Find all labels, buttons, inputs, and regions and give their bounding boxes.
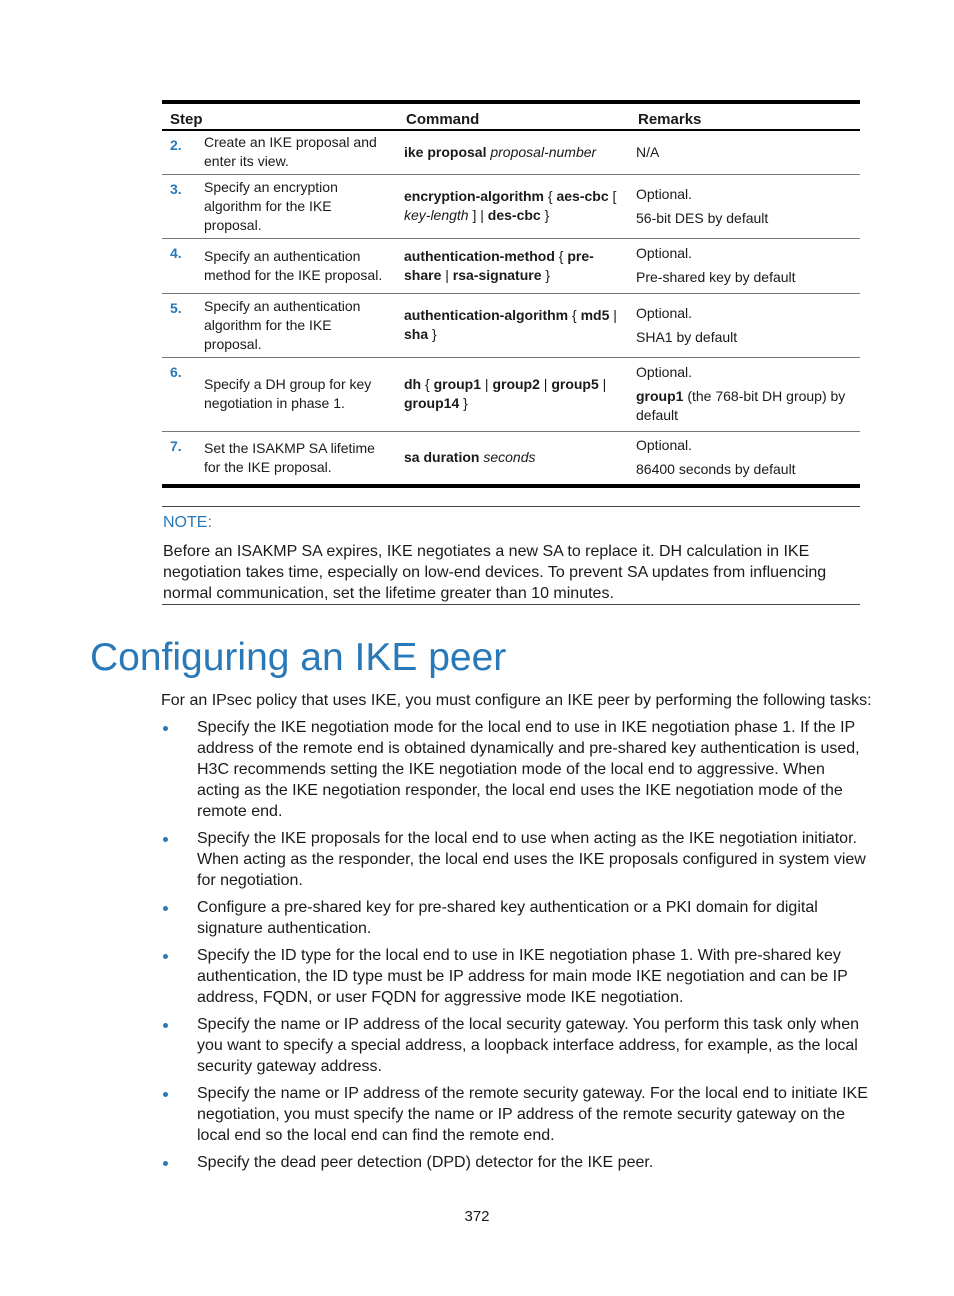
list-item	[161, 1083, 871, 1146]
command-keyword: dh	[404, 376, 422, 392]
section-intro: For an IPsec policy that uses IKE, you must configure an IKE peer by performing the following tasks:	[161, 692, 872, 709]
remark-keyword: group1	[636, 388, 684, 404]
bullet-icon	[163, 1161, 168, 1166]
table-row	[162, 293, 860, 357]
step-number: 4.	[162, 238, 198, 293]
step-number: 5.	[162, 293, 198, 357]
remark-line: Optional.	[636, 245, 693, 261]
command-keyword: group5	[551, 376, 599, 392]
command-syntax	[398, 130, 630, 174]
list-item-text: Specify the IKE negotiation mode for the local end to use in IKE negotiation phase 1. If the IP address of the remote end is obtained dynamically and pre-shared key authentication is used, H3C recommends setting the IKE negotiation mode of the local end to aggressive. When acting as the IKE negotiation responder, the local end uses the IKE negotiation mode of the remote end.	[197, 719, 860, 820]
remark-line: 56-bit DES by default	[636, 209, 769, 226]
step-number: 2.	[162, 130, 198, 174]
list-item	[161, 945, 871, 1008]
command-keyword: aes-cbc	[556, 188, 609, 204]
remarks	[630, 293, 860, 357]
step-number: 6.	[162, 357, 198, 431]
list-item-text: Specify the ID type for the local end to use in IKE negotiation phase 1. With pre-shared key authentication, the ID type must be IP address for main mode IKE negotiation and can be IP address, FQDN, or user FQDN for aggressive mode IKE negotiation.	[197, 947, 848, 1006]
command-syntax-symbol: {	[421, 376, 434, 392]
command-syntax	[398, 357, 630, 431]
command-syntax	[398, 174, 630, 238]
section-title: Configuring an IKE peer	[90, 636, 507, 679]
task-list	[161, 717, 871, 1179]
command-syntax-symbol: ] |	[468, 207, 488, 223]
step-description: Specify a DH group for key negotiation in phase 1.	[198, 357, 398, 431]
command-syntax	[398, 293, 630, 357]
command-syntax-symbol: |	[441, 266, 453, 283]
command-syntax-symbol: }	[541, 266, 551, 283]
remark-line: Optional.	[636, 185, 693, 202]
list-item-text: Specify the IKE proposals for the local end to use when acting as the IKE negotiation initiator. When acting as the responder, the local end uses the IKE proposals configured in system view for negotiation.	[197, 830, 866, 889]
command-keyword: rsa-signature	[452, 266, 542, 283]
step-description: Create an IKE proposal and enter its view.	[198, 130, 398, 174]
command-argument: proposal-number	[490, 143, 597, 160]
command-keyword: sha	[404, 326, 429, 342]
bullet-icon	[163, 1023, 168, 1028]
remark-line: Optional.	[636, 437, 693, 454]
remark-line: Pre-shared key by default	[636, 269, 796, 285]
command-keyword: des-cbc	[487, 207, 541, 223]
note-bottom-rule	[162, 604, 860, 605]
list-item	[161, 717, 871, 822]
list-item	[161, 1014, 871, 1077]
table-row	[162, 431, 860, 486]
step-description: Specify an authentication method for the IKE proposal.	[198, 238, 398, 293]
table-row	[162, 174, 860, 238]
table-row	[162, 357, 860, 431]
table-header-row	[162, 102, 860, 130]
bullet-icon	[163, 1092, 168, 1097]
table-row	[162, 130, 860, 174]
step-description: Specify an encryption algorithm for the IKE proposal.	[198, 174, 398, 238]
list-item	[161, 897, 871, 939]
command-argument: seconds	[483, 449, 536, 466]
remark-line: Optional.	[636, 304, 693, 321]
list-item-text: Specify the dead peer detection (DPD) detector for the IKE peer.	[197, 1154, 654, 1171]
remark-line: Optional.	[636, 364, 693, 380]
list-item-text: Specify the name or IP address of the local security gateway. You perform this task only when you want to specify a special address, a loopback interface address, for example, as the local security gateway address.	[197, 1016, 859, 1075]
command-syntax-symbol: {	[544, 188, 557, 204]
command-keyword: group1	[433, 376, 482, 392]
remarks	[630, 357, 860, 431]
list-item	[161, 1152, 871, 1173]
step-description: Set the ISAKMP SA lifetime for the IKE proposal.	[198, 431, 398, 486]
command-keyword: group14	[404, 395, 460, 411]
command-syntax-symbol: }	[459, 395, 468, 411]
command-syntax	[398, 431, 630, 486]
remark-line: N/A	[636, 143, 660, 160]
remark-line: SHA1 by default	[636, 328, 738, 345]
command-syntax-symbol: |	[598, 376, 607, 392]
step-number: 3.	[162, 174, 198, 238]
list-item-text: Configure a pre-shared key for pre-shared key authentication or a PKI domain for digital signature authentication.	[197, 899, 818, 937]
note-text: Before an ISAKMP SA expires, IKE negotiates a new SA to replace it. DH calculation in IKE negotiation takes time, especially on low-end devices. To prevent SA updates from influencing normal communication, set the lifetime greater than 10 minutes.	[163, 543, 827, 602]
command-keyword: authentication-method	[404, 247, 555, 264]
header-command: Command	[398, 102, 630, 130]
bullet-icon	[163, 954, 168, 959]
command-keyword: authentication-algorithm	[404, 307, 569, 323]
command-table	[162, 100, 860, 488]
command-syntax-symbol: [	[608, 188, 617, 204]
table-row	[162, 238, 860, 293]
command-keyword: encryption-algorithm	[404, 188, 545, 204]
command-keyword: md5	[580, 307, 610, 323]
command-syntax-symbol: }	[428, 326, 437, 342]
remarks	[630, 174, 860, 238]
command-syntax-symbol: }	[540, 207, 550, 223]
header-step: Step	[162, 102, 398, 130]
command-keyword: pre-share	[404, 247, 594, 283]
step-number: 7.	[162, 431, 198, 486]
note-top-rule	[162, 506, 860, 507]
command-syntax-symbol: |	[481, 376, 493, 392]
list-item-text: Specify the name or IP address of the remote security gateway. For the local end to initiate IKE negotiation, you must specify the name or IP address of the remote security gateway on the local end so the local end can find the remote end.	[197, 1085, 868, 1144]
command-keyword: sa duration	[404, 449, 480, 466]
page-number: 372	[464, 1208, 490, 1225]
command-keyword: group2	[492, 376, 540, 392]
command-syntax-symbol: |	[609, 307, 617, 323]
command-syntax-symbol: {	[568, 307, 581, 323]
command-syntax-symbol: {	[554, 247, 568, 264]
remark-line: 86400 seconds by default	[636, 461, 796, 478]
remarks	[630, 238, 860, 293]
command-syntax	[398, 238, 630, 293]
remark-line: group1 (the 768-bit DH group) by default	[636, 388, 846, 423]
command-argument: key-length	[404, 207, 469, 223]
list-item	[161, 828, 871, 891]
step-description: Specify an authentication algorithm for the IKE proposal.	[198, 293, 398, 357]
note-label: NOTE:	[163, 514, 212, 531]
header-remarks: Remarks	[630, 102, 860, 130]
command-syntax-symbol: |	[539, 376, 552, 392]
bullet-icon	[163, 906, 168, 911]
command-keyword: ike proposal	[404, 143, 487, 160]
remarks	[630, 130, 860, 174]
remarks	[630, 431, 860, 486]
bullet-icon	[163, 837, 168, 842]
bullet-icon	[163, 726, 168, 731]
